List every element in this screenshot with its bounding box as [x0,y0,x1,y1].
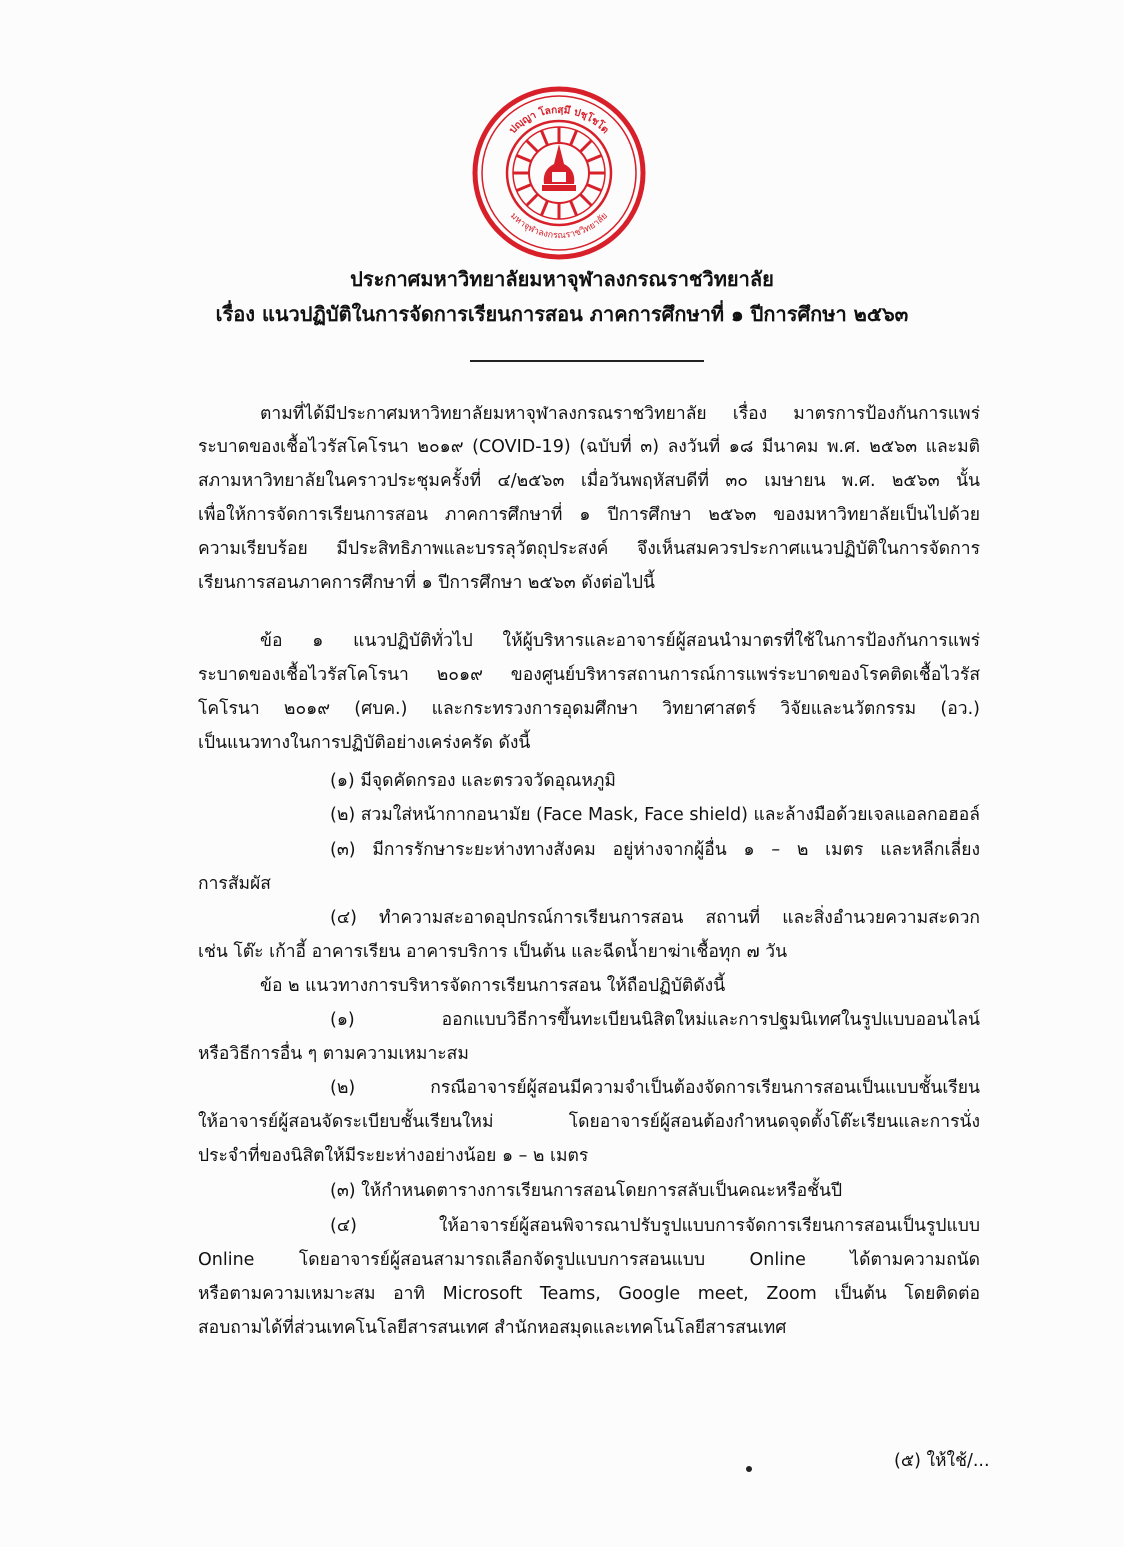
university-seal-logo [472,86,646,260]
body-line: ตามที่ได้มีประกาศมหาวิทยาลัยมหาจุฬาลงกรณราชวิทยาลัย เรื่อง มาตรการป้องกันการแพร่ [260,404,980,424]
seal-name-text: มหาจุฬาลงกรณราชวิทยาลัย [508,211,610,242]
body-line: ความเรียบร้อย มีประสิทธิภาพและบรรลุวัตถุประสงค์ จึงเห็นสมควรประกาศแนวปฏิบัติในการจัดการ [198,539,980,559]
announcement-title: ประกาศมหาวิทยาลัยมหาจุฬาลงกรณราชวิทยาลัย [350,267,774,291]
clause-heading: ข้อ ๑ แนวปฏิบัติทั่วไป ให้ผู้บริหารและอาจารย์ผู้สอนนำมาตรที่ใช้ในการป้องกันการแพร่ [260,631,980,651]
list-item: (๒) สวมใส่หน้ากากอนามัย (Face Mask, Face shield) และล้างมือด้วยเจลแอลกอฮอล์ [330,805,980,825]
body-line: โคโรนา ๒๐๑๙ (ศบค.) และกระทรวงการอุดมศึกษา วิทยาศาสตร์ วิจัยและนวัตกรรม (อว.) [198,699,980,719]
body-line: สภามหาวิทยาลัยในคราวประชุมครั้งที่ ๔/๒๕๖๓ เมื่อวันพฤหัสบดีที่ ๓๐ เมษายน พ.ศ. ๒๕๖๓ นั้น [198,471,980,491]
body-line: เรียนการสอนภาคการศึกษาที่ ๑ ปีการศึกษา ๒๕๖๓ ดังต่อไปนี้ [198,573,655,593]
list-item: (๓) มีการรักษาระยะห่างทางสังคม อยู่ห่างจากผู้อื่น ๑ – ๒ เมตร และหลีกเลี่ยง [330,840,980,860]
body-line: เช่น โต๊ะ เก้าอี้ อาคารเรียน อาคารบริการ เป็นต้น และฉีดน้ำยาฆ่าเชื้อทุก ๗ วัน [198,942,788,962]
list-item: (๔) ทำความสะอาดอุปกรณ์การเรียนการสอน สถานที่ และสิ่งอำนวยความสะดวก [330,908,980,928]
body-line: Online โดยอาจารย์ผู้สอนสามารถเลือกจัดรูปแบบการสอนแบบ Online ได้ตามความถนัด [198,1250,980,1270]
clause-heading: ข้อ ๒ แนวทางการบริหารจัดการเรียนการสอน ให้ถือปฏิบัติดังนี้ [260,976,726,996]
body-line: สอบถามได้ที่ส่วนเทคโนโลยีสารสนเทศ สำนักหอสมุดและเทคโนโลยีสารสนเทศ [198,1318,787,1338]
body-line: หรือวิธีการอื่น ๆ ตามความเหมาะสม [198,1044,469,1064]
body-line: เพื่อให้การจัดการเรียนการสอน ภาคการศึกษาที่ ๑ ปีการศึกษา ๒๕๖๓ ของมหาวิทยาลัยเป็นไปด้วย [198,505,980,525]
announcement-subject: เรื่อง แนวปฏิบัติในการจัดการเรียนการสอน ภาคการศึกษาที่ ๑ ปีการศึกษา ๒๕๖๓ [215,302,909,326]
body-line: เป็นแนวทางในการปฏิบัติอย่างเคร่งครัด ดังนี้ [198,733,531,753]
seal-motto-text: ปญฺญา โลกสฺมึ ปชฺโชโต [507,104,611,137]
title-underline [470,360,704,362]
continuation-marker: (๕) ให้ใช้/... [894,1451,990,1471]
body-line: การสัมผัส [198,874,271,894]
list-item: (๓) ให้กำหนดตารางการเรียนการสอนโดยการสลับเป็นคณะหรือชั้นปี [330,1181,843,1201]
list-item: (๑) มีจุดคัดกรอง และตรวจวัดอุณหภูมิ [330,771,616,791]
list-item: (๑) ออกแบบวิธีการขึ้นทะเบียนนิสิตใหม่และการปฐมนิเทศในรูปแบบออนไลน์ [330,1010,980,1030]
body-line: ให้อาจารย์ผู้สอนจัดระเบียบชั้นเรียนใหม่ โดยอาจารย์ผู้สอนต้องกำหนดจุดตั้งโต๊ะเรียนและการนั่ง [198,1112,980,1132]
body-line: ระบาดของเชื้อไวรัสโคโรนา ๒๐๑๙ ของศูนย์บริหารสถานการณ์การแพร่ระบาดของโรคติดเชื้อไวรัส [198,665,980,685]
body-line: ระบาดของเชื้อไวรัสโคโรนา ๒๐๑๙ (COVID-19) (ฉบับที่ ๓) ลงวันที่ ๑๘ มีนาคม พ.ศ. ๒๕๖๓ และมติ [198,437,980,457]
list-item: (๒) กรณีอาจารย์ผู้สอนมีความจำเป็นต้องจัดการเรียนการสอนเป็นแบบชั้นเรียน [330,1078,980,1098]
body-line: ประจำที่ของนิสิตให้มีระยะห่างอย่างน้อย ๑ – ๒ เมตร [198,1146,589,1166]
list-item: (๔) ให้อาจารย์ผู้สอนพิจารณาปรับรูปแบบการจัดการเรียนการสอนเป็นรูปแบบ [330,1216,980,1236]
body-line: หรือตามความเหมาะสม อาทิ Microsoft Teams, Google meet, Zoom เป็นต้น โดยติดต่อ [198,1284,980,1304]
page-dot [746,1466,752,1472]
